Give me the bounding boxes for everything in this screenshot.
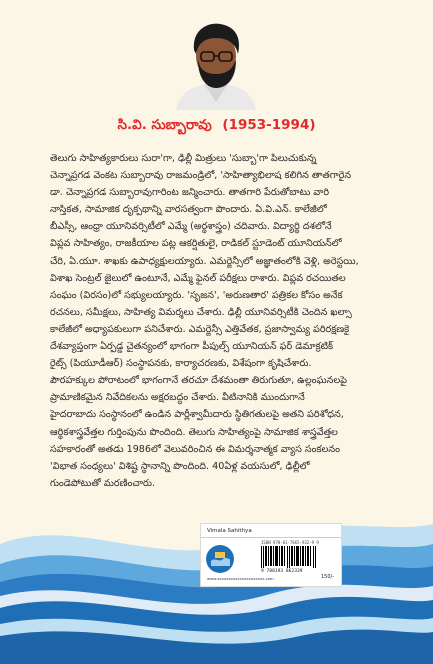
publisher-website: www.xxxxxxxxxxxxxxxxxxxxx.com <box>207 576 274 581</box>
author-years: (1953-1994) <box>222 117 316 133</box>
publisher-logo-icon <box>205 544 235 574</box>
barcode-number: 9 788193 862339 <box>261 569 303 574</box>
author-name: సి.వి. సుబ్బారావు <box>117 117 212 133</box>
isbn-text: ISBN 978-81-7865-932-9 9 <box>261 540 319 545</box>
bio-line: హైదరాబాదు సంస్థానంలో ఉండిన పార్లీశ్వామీదారు స్థితిగతులపై అతని పరిశోధన, <box>50 409 344 421</box>
bio-line: దేశవ్యాప్తంగా ఏర్పడ్డ చైతన్యంలో భాగంగా పీపుల్స్ యూనియన్ ఫర్ డెమాక్రటిక్ <box>50 341 334 353</box>
bio-line: చేరి, ఏ.యూ. శాఖకు ఉపాధ్యక్షులయ్యారు. ఎమర్జెన్సీలో అజ్ఞాతంలోకి వెళ్లి, అరెస్టయి, <box>50 255 359 267</box>
bio-line: సహకారంతో అతడు 1986లో వెలువరించిన ఈ విమర్శనాత్మక వ్యాస సంకలనం <box>50 443 340 455</box>
bio-line: చెన్నాప్రగడ వెంకట సుబ్బారావు రాజమండ్రిలో, 'సాహిత్యాభిలాష కలిగిన తాతగారైన <box>50 170 352 182</box>
bio-line: విశాఖ సెంట్రల్ జైలులో ఉంటూనే, ఎమ్మే ఫైనల్ పరీక్షలు రాశారు. విప్లవ రచయితల <box>50 272 346 284</box>
bio-line: ప్రామాణికమైన నివేదికలను అక్షరబద్ధం చేశారు. వీటినానికి ముందుగానే <box>50 392 305 404</box>
bio-line: బీఎస్సీ, ఆంధ్రా యూనివర్సిటీలో ఎమ్మే (అర్థశాస్త్రం) చదివారు. విద్యార్థి దశలోనే <box>50 221 332 233</box>
price-label: 150/- <box>321 574 335 580</box>
author-portrait <box>170 18 262 110</box>
bio-line: రచనలు, సమీక్షలు, సాహిత్య విమర్శలు చేశారు. ఢిల్లీ యూనివర్సిటీకి చెందిన ఖల్సా <box>50 306 352 318</box>
author-biography <box>50 150 396 492</box>
barcode-panel <box>200 523 342 587</box>
bio-line: విప్లవ సాహిత్యం, రాజకీయాల పట్ల ఆకర్షితులై, రాడికల్ స్టూడెంట్ యూనియన్‌లో <box>50 238 342 250</box>
publisher-header: Vimala Sahithya <box>201 524 341 538</box>
bio-line: తెలుగు సాహిత్యకారులు సురా'గా, ఢిల్లీ మిత్రులు 'సుబ్బా'గా పిలుచుకున్న <box>50 153 317 164</box>
author-heading <box>0 116 433 134</box>
bio-line: కాలేజీలో అధ్యాపకులుగా పనిచేశారు. ఎమర్జెన్సీ ఎత్తివేతక, ప్రజాస్వామ్య పరిరక్షణకై <box>50 323 350 335</box>
bio-line: నాస్తికత, సామాజిక దృక్పథాన్ని వారసత్వంగా పొందారు. ఏ.వి.ఎన్. కాలేజీలో <box>50 204 327 216</box>
bio-line: డా. చెన్నాప్రగడ సుబ్బారావుగారింట జన్మించారు. తాతగారి పేరుతోబాటు వారి <box>50 187 330 199</box>
bio-line: 'విభాత సంధ్యలు' విశిష్ట స్థానాన్ని పొందింది. 40ఏళ్ల వయసులో, ఢిల్లీలో <box>50 460 310 472</box>
bio-line: పౌరహక్కుల పోరాటంలో భాగంగానే తరచూ దేశమంతా తిరుగుతూ, ఉల్లంఘనలపై <box>50 375 347 387</box>
barcode-icon <box>261 546 317 568</box>
bio-line: ఆర్థికశాస్త్రవేత్తల గుర్తింపును పొందింది. తెలుగు సాహిత్యంపై సామాజిక శాస్త్రవేత్తల <box>50 426 338 438</box>
bio-line: గుండెపోటుతో మరణించారు. <box>50 477 156 489</box>
bio-line: రైట్స్ (పియూడీఆర్) సంస్థాపనకు, కార్యాచరణకు, విశేషంగా కృషిచేశారు. <box>50 358 312 370</box>
bio-line: సంఘం (విరసం)లో సభ్యులయ్యారు. 'సృజన', 'అరుణతార' పత్రికల కోసం అనేక <box>50 289 343 301</box>
